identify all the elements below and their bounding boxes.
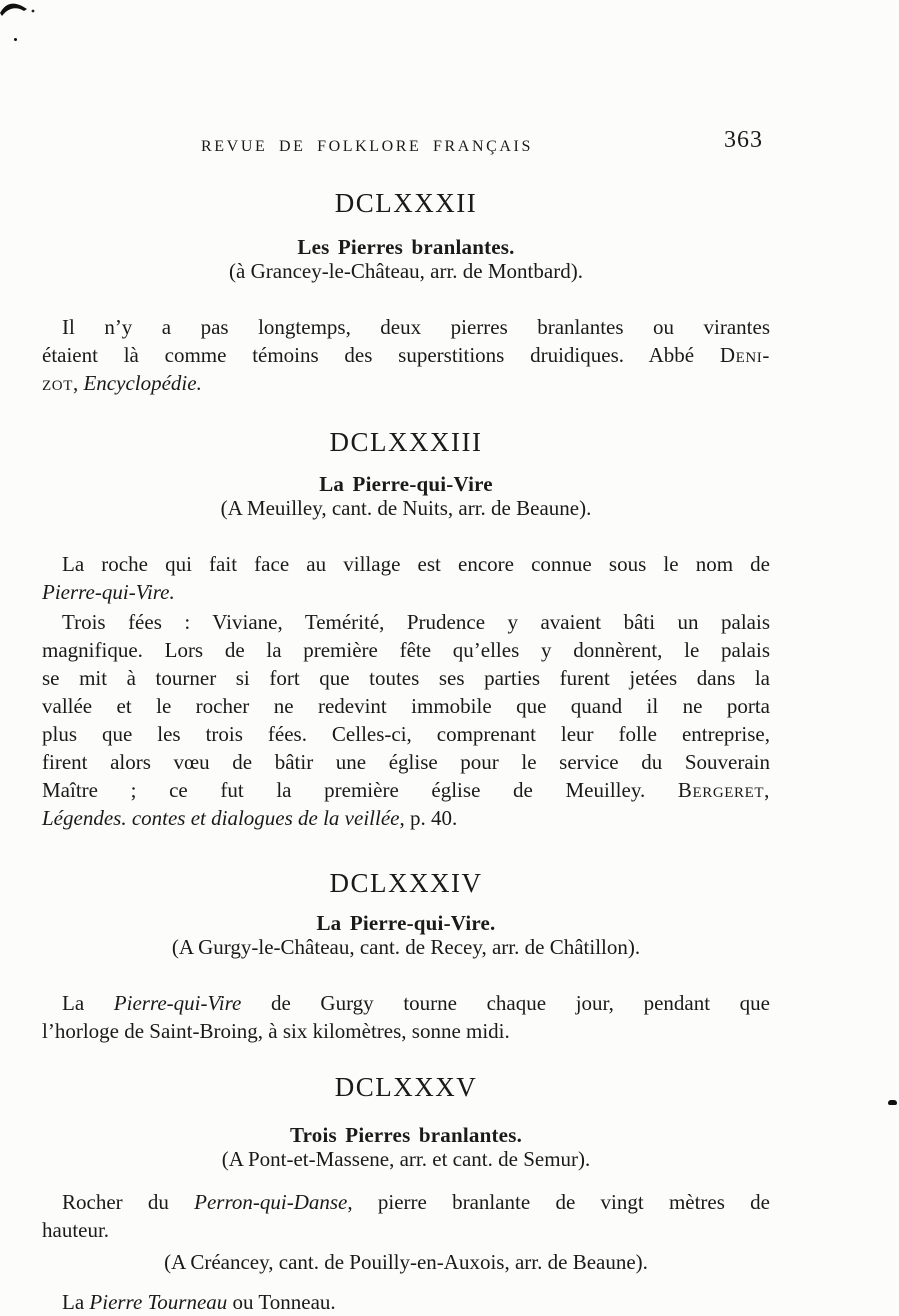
text-run: La — [62, 1290, 90, 1314]
section-location: (A Meuilley, cant. de Nuits, arr. de Beaune). — [220, 496, 592, 520]
section-title: Trois Pierres branlantes. — [289, 1123, 523, 1147]
text-run: vallée et le rocher ne redevint immobile que quand il ne porta — [42, 694, 770, 718]
text-run: l’horloge de Saint-Broing, à six kilomètres, sonne midi. — [42, 1019, 510, 1043]
text-run: Légendes. contes et dialogues de la veillée — [42, 806, 400, 830]
section-location: (A Gurgy-le-Château, cant. de Recey, arr. de Châtillon). — [171, 935, 641, 959]
text-run: se mit à tourner si fort que toutes ses parties furent jetées dans la — [42, 666, 770, 690]
paragraph — [42, 1188, 770, 1244]
text-run: Encyclopédie. — [83, 371, 202, 395]
section-dclxxxiii — [42, 428, 770, 832]
text-line — [42, 636, 770, 664]
section-number: DCLXXXIII — [329, 427, 483, 457]
text-run: hauteur. — [42, 1218, 110, 1242]
text-line — [42, 578, 770, 606]
text-run: La roche qui fait face au village est encore connue sous le nom de — [62, 552, 770, 576]
text-line — [42, 1188, 770, 1216]
text-line — [42, 989, 770, 1017]
page-number: 363 — [724, 127, 763, 153]
text-run: de Gurgy tourne chaque jour, pendant que — [241, 991, 771, 1015]
section-dclxxxiv — [42, 869, 770, 1045]
text-run: magnifique. Lors de la première fête qu’elles y donnèrent, le palais — [42, 638, 770, 662]
text-run: Maître ; ce fut la première église de Meuilley. — [42, 778, 678, 802]
text-line — [42, 664, 770, 692]
paragraph — [42, 313, 770, 397]
text-run: La — [62, 991, 114, 1015]
section-location: (à Grancey-le-Château, arr. de Montbard). — [229, 259, 583, 283]
journal-title: REVUE DE FOLKLORE FRANÇAIS — [201, 138, 533, 155]
section-number: DCLXXXV — [334, 1072, 478, 1102]
page-header — [42, 127, 770, 157]
text-run: Pierre-qui-Vire. — [42, 580, 175, 604]
text-line — [42, 369, 770, 397]
text-run: zot — [42, 371, 73, 395]
text-line — [42, 720, 770, 748]
text-run: , — [72, 371, 84, 395]
text-line — [42, 692, 770, 720]
text-run: Il n’y a pas longtemps, deux pierres branlantes ou virantes — [62, 315, 770, 339]
text-run: firent alors vœu de bâtir une église pour le service du Souverain — [42, 750, 770, 774]
section-dclxxxv — [42, 1073, 770, 1316]
text-run: Pierre Tourneau — [89, 1290, 228, 1314]
text-line — [42, 1216, 770, 1244]
ink-dot-mark — [14, 38, 17, 41]
text-line — [42, 748, 770, 776]
text-run: Rocher du — [62, 1190, 195, 1214]
text-line — [42, 804, 770, 832]
ink-squiggle-mark — [0, 0, 40, 18]
text-line — [42, 550, 770, 578]
text-line — [42, 608, 770, 636]
section-title: Les Pierres branlantes. — [297, 235, 515, 259]
text-run: étaient là comme témoins des superstitions druidiques. Abbé — [42, 343, 720, 367]
paragraph — [42, 608, 770, 832]
text-run: Bergeret, — [677, 778, 770, 802]
paragraph — [42, 550, 770, 606]
ink-speck-mark — [888, 1100, 897, 1105]
paragraph — [42, 989, 770, 1045]
text-line — [42, 776, 770, 804]
section-dclxxxii — [42, 189, 770, 397]
text-run: , p. 40. — [399, 806, 458, 830]
text-line — [42, 1017, 770, 1045]
section-title: La Pierre-qui-Vire — [319, 472, 493, 496]
text-run: Trois fées : Viviane, Temérité, Prudence y avaient bâti un palais — [62, 610, 770, 634]
text-line — [42, 1288, 770, 1316]
text-run: plus que les trois fées. Celles-ci, comprenant leur folle entreprise, — [42, 722, 770, 746]
text-run: ou Tonneau. — [227, 1290, 336, 1314]
text-line — [42, 341, 770, 369]
text-run: , pierre branlante de vingt mètres de — [347, 1190, 770, 1214]
text-run: Pierre-qui-Vire — [113, 991, 242, 1015]
section-title: La Pierre-qui-Vire. — [316, 911, 496, 935]
text-column — [42, 0, 770, 1316]
text-run: Deni- — [719, 343, 770, 367]
section-location: (A Pont-et-Massene, arr. et cant. de Semur). — [221, 1147, 591, 1171]
text-run: Perron-qui-Danse — [194, 1190, 348, 1214]
text-line — [42, 313, 770, 341]
section-location-secondary: (A Créancey, cant. de Pouilly-en-Auxois, arr. de Beaune). — [164, 1250, 648, 1274]
section-number: DCLXXXII — [334, 188, 478, 218]
section-number: DCLXXXIV — [329, 868, 483, 898]
paragraph — [42, 1288, 770, 1316]
